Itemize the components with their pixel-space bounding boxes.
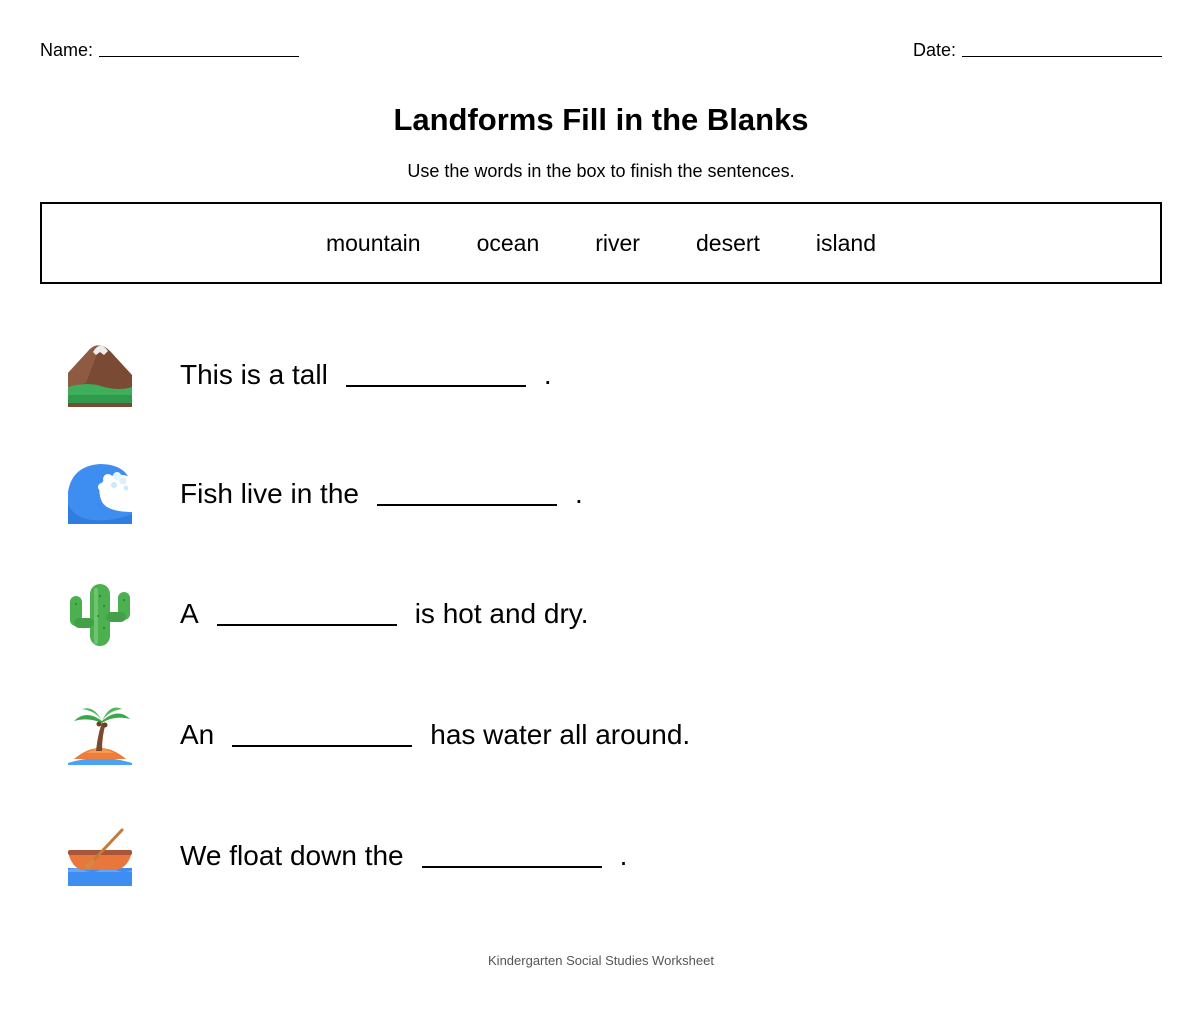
sentence <box>180 357 552 393</box>
sentence <box>180 476 583 512</box>
question-2 <box>68 462 583 526</box>
word-bank-item: mountain <box>325 230 421 256</box>
word-bank-item: ocean <box>476 230 540 256</box>
date-field <box>913 38 1162 62</box>
sentence <box>180 717 690 753</box>
sentence-before: An <box>180 719 215 750</box>
sentence-before: This is a tall <box>180 359 328 390</box>
date-line[interactable] <box>962 56 1162 57</box>
sentence-after: is hot and dry. <box>414 598 589 629</box>
name-field <box>40 38 299 62</box>
palm-island-icon <box>68 703 132 767</box>
wave-icon <box>68 462 132 526</box>
question-4 <box>68 703 690 767</box>
date-label: Date: <box>912 40 956 60</box>
answer-blank[interactable] <box>346 385 526 387</box>
word-bank-item: desert <box>695 230 760 256</box>
footer: Kindergarten Social Studies Worksheet <box>488 953 714 968</box>
answer-blank[interactable] <box>232 745 412 747</box>
canoe-icon <box>68 824 132 888</box>
question-3 <box>68 582 588 646</box>
answer-blank[interactable] <box>217 624 397 626</box>
word-bank-item: island <box>815 230 877 256</box>
sentence <box>180 838 627 874</box>
question-5 <box>68 824 627 888</box>
sentence-after: . <box>574 478 583 509</box>
sentence <box>180 596 588 632</box>
cactus-icon <box>68 582 132 646</box>
answer-blank[interactable] <box>377 504 557 506</box>
sentence-after: . <box>619 840 628 871</box>
question-1 <box>68 343 552 407</box>
name-line[interactable] <box>99 56 299 57</box>
instructions: Use the words in the box to finish the sentences. <box>407 161 795 181</box>
sentence-before: We float down the <box>180 840 404 871</box>
answer-blank[interactable] <box>422 866 602 868</box>
page-title: Landforms Fill in the Blanks <box>393 102 809 137</box>
mountain-icon <box>68 343 132 407</box>
word-bank <box>40 202 1162 284</box>
sentence-after: has water all around. <box>430 719 691 750</box>
sentence-after: . <box>543 359 552 390</box>
header-row <box>40 38 1162 62</box>
sentence-before: Fish live in the <box>180 478 359 509</box>
sentence-before: A <box>180 598 199 629</box>
name-label: Name: <box>40 40 94 60</box>
word-bank-item: river <box>595 230 640 256</box>
